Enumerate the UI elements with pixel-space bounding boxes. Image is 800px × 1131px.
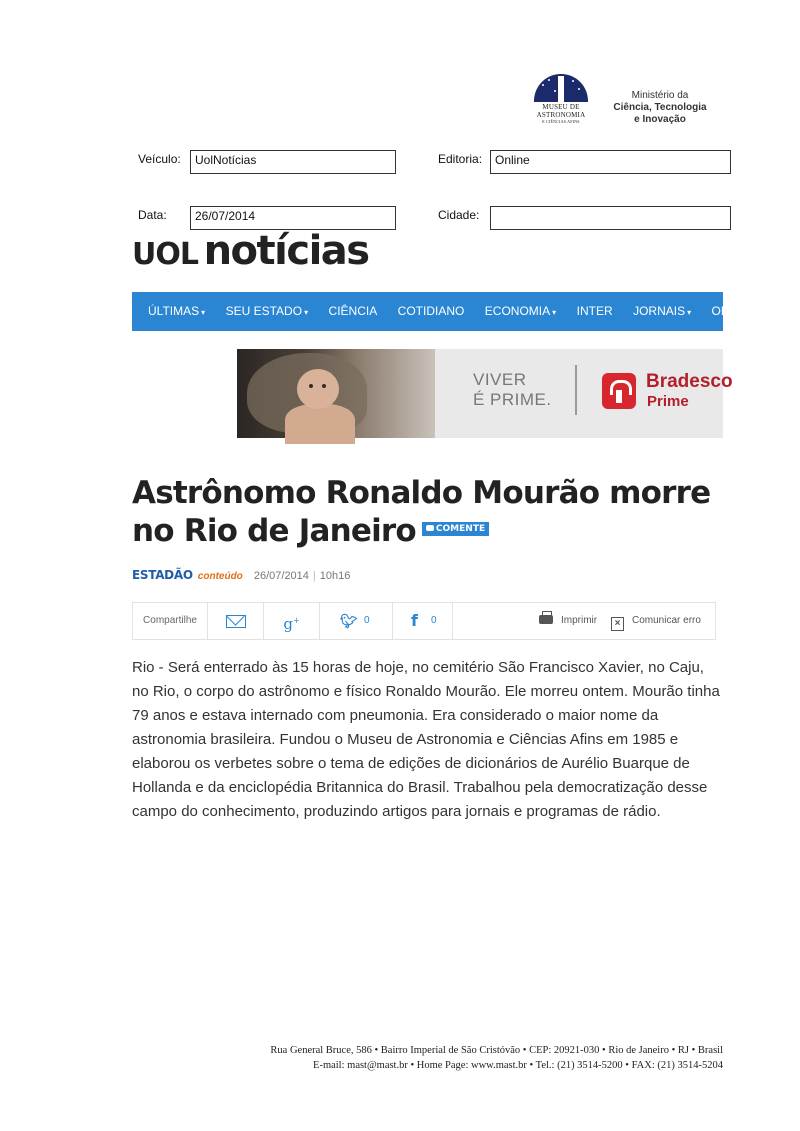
- nav-item-cotidiano[interactable]: COTIDIANO: [397, 304, 465, 318]
- veiculo-field[interactable]: UolNotícias: [190, 150, 396, 174]
- uol-logo-text: UOL: [132, 237, 198, 272]
- uol-noticias-logo[interactable]: [132, 228, 369, 274]
- data-label: Data:: [138, 208, 167, 222]
- article-date: 26/07/2014: [253, 570, 309, 582]
- share-email-button[interactable]: [208, 603, 264, 639]
- nav-item-inter[interactable]: INTER: [576, 304, 613, 318]
- article-body: Rio - Será enterrado às 15 horas de hoje, no cemitério São Francisco Xavier, no Caju, no Rio, o corpo do astrônomo e físico Ronaldo Mourão. Ele morreu ontem. Mourão tinha 79 anos e estava internado com pneumonia. Era considerado o maior nome da astronomia brasileira. Fundou o Museu de Astronomia e Ciências Afins em 1985 e elaborou os verbetes sobre o tema de edições de dicionários de Aurélio Buarque de Hollanda e da enciclopédia Britannica do Brasil. Trabalhou pela democratização desse campo do conhecimento, produzindo artigos para jornais e programas de rádio.: [132, 659, 720, 820]
- share-label: Compartilhe: [133, 603, 208, 639]
- print-label: Imprimir: [561, 615, 598, 626]
- main-nav: [132, 292, 762, 331]
- ad-slogan: VIVER É PRIME.: [473, 370, 552, 409]
- editoria-label: Editoria:: [438, 152, 483, 166]
- ministry-logo-text: Ministério da Ciência, Tecnologia e Inovação: [613, 90, 707, 125]
- article-headline: [132, 474, 732, 550]
- source-sub: conteúdo: [197, 571, 243, 582]
- share-facebook-button[interactable]: [393, 603, 453, 639]
- ad-banner[interactable]: [237, 349, 733, 438]
- footer-contact: E-mail: mast@mast.br • Home Page: www.mast.br • Tel.: (21) 3514-5200 • FAX: (21) 3514-5204: [313, 1060, 723, 1071]
- email-icon: [226, 615, 246, 628]
- headline-text: Astrônomo Ronaldo Mourão morre no Rio de Janeiro: [132, 475, 711, 549]
- twitter-icon: 🐦︎: [340, 613, 358, 629]
- share-googleplus-button[interactable]: [264, 603, 320, 639]
- twitter-count: 0: [364, 615, 370, 626]
- footer-address: Rua General Bruce, 586 • Bairro Imperial de São Cristóvão • CEP: 20921-030 • Rio de Janeiro • RJ • Brasil: [270, 1045, 723, 1056]
- byline-separator: |: [312, 570, 316, 582]
- ad-brand: Bradesco: [646, 371, 733, 392]
- nav-item-jornais[interactable]: JORNAIS ▾: [633, 292, 691, 332]
- facebook-count: 0: [431, 615, 437, 626]
- nav-item-ciencia[interactable]: CIÊNCIA: [328, 304, 378, 318]
- share-twitter-button[interactable]: [320, 603, 393, 639]
- facebook-icon: f: [411, 611, 418, 630]
- googleplus-icon: g+: [283, 615, 300, 633]
- report-error-icon: ×: [611, 617, 624, 631]
- mast-logo: [530, 74, 592, 130]
- source-name[interactable]: ESTADÃO: [132, 568, 193, 582]
- editoria-field[interactable]: Online: [490, 150, 731, 174]
- ad-divider: [575, 365, 577, 415]
- share-bar: [132, 602, 716, 640]
- cidade-label: Cidade:: [438, 208, 480, 222]
- printer-icon: [539, 615, 553, 624]
- bradesco-logo-icon: [602, 373, 636, 409]
- comente-label: COMENTE: [435, 523, 486, 534]
- print-button[interactable]: [539, 603, 597, 639]
- nav-item-economia[interactable]: ECONOMIA ▾: [485, 292, 556, 332]
- cidade-field[interactable]: [490, 206, 731, 230]
- report-error-button[interactable]: [611, 603, 701, 639]
- report-error-label: Comunicar erro: [632, 615, 701, 626]
- nav-item-ultimas[interactable]: ÚLTIMAS ▾: [148, 292, 205, 332]
- comment-bubble-icon: [426, 525, 434, 531]
- nav-item-seu-estado[interactable]: SEU ESTADO ▾: [226, 292, 308, 332]
- baby-photo: [237, 349, 435, 438]
- mast-logo-text: MUSEU DE ASTRONOMIA E CIÊNCIAS AFINS: [536, 103, 586, 124]
- data-field[interactable]: 26/07/2014: [190, 206, 396, 230]
- document-footer: [230, 1043, 723, 1073]
- ad-brand-sub: Prime: [647, 393, 689, 410]
- veiculo-label: Veículo:: [138, 152, 181, 166]
- article-time: 10h16: [319, 570, 351, 582]
- comente-button[interactable]: [422, 522, 489, 536]
- article-byline: [132, 568, 350, 582]
- noticias-logo-text: notícias: [203, 228, 369, 274]
- observatory-dome-icon: [534, 74, 588, 102]
- nav-item-opiniao[interactable]: OPINIÃO: [711, 304, 762, 318]
